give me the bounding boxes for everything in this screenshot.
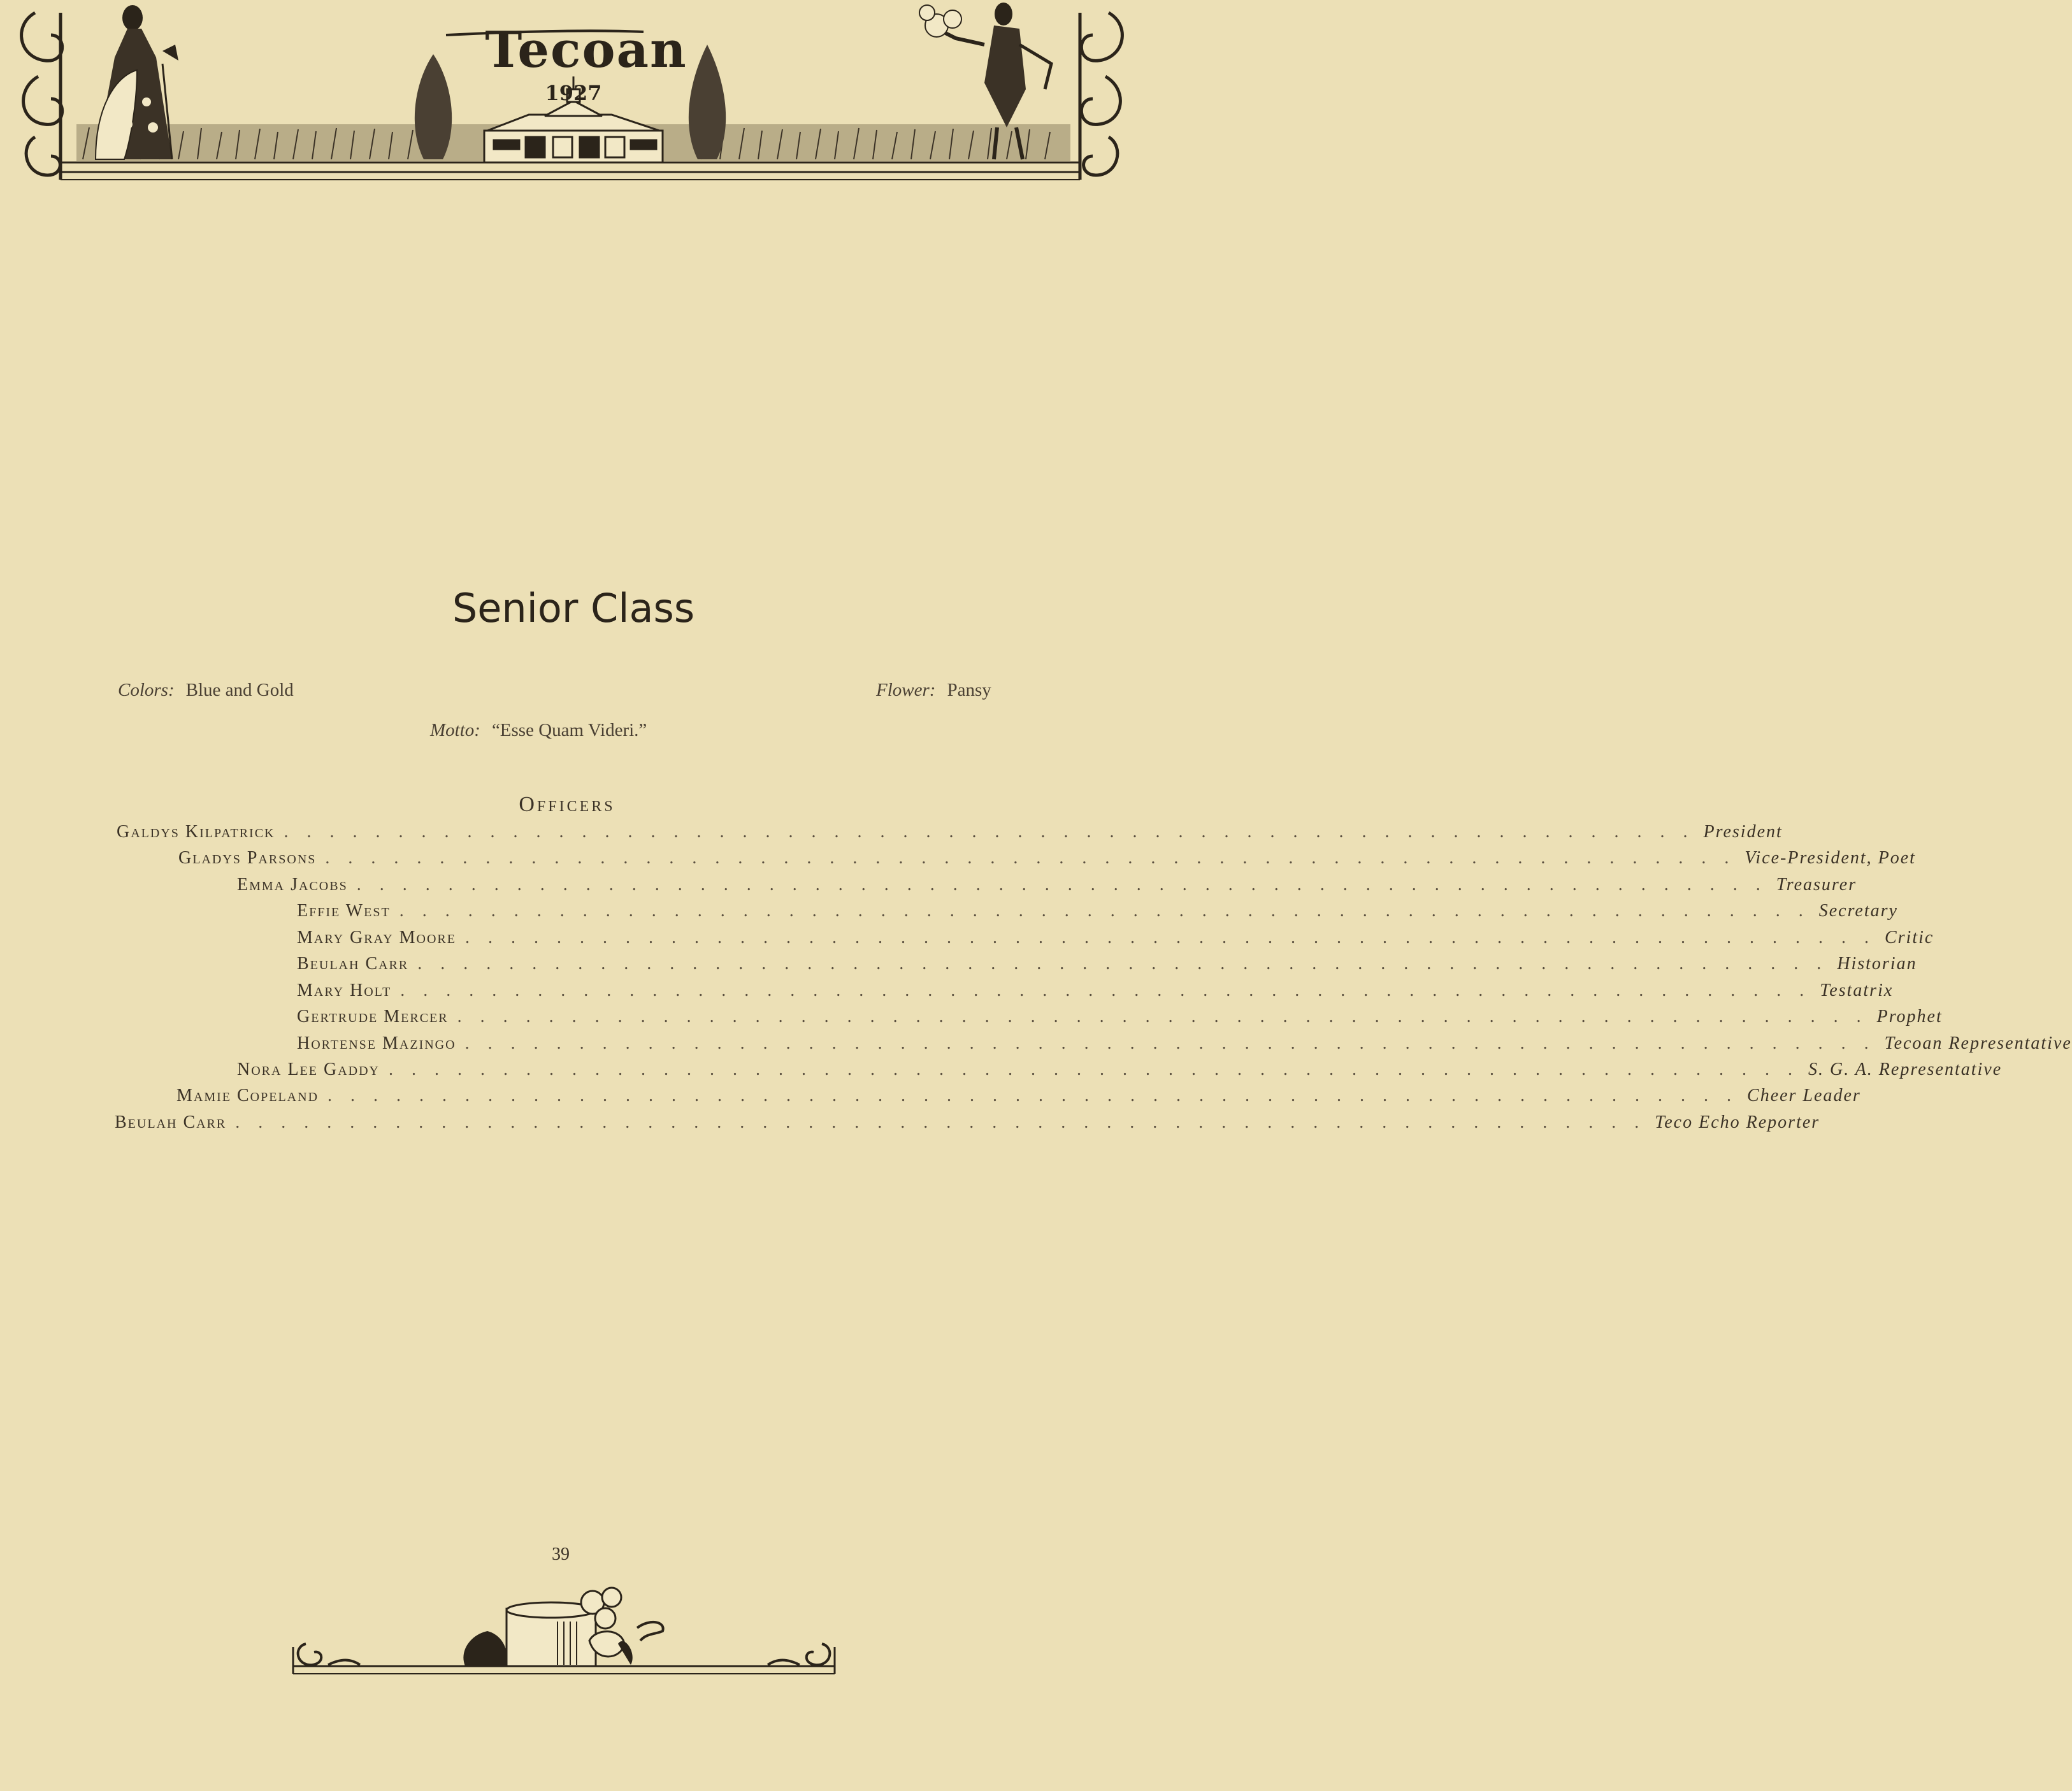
- officer-role: Testatrix: [1820, 981, 1894, 1000]
- officer-role: Teco Echo Reporter: [1655, 1112, 1820, 1132]
- officer-role: S. G. A. Representative: [1808, 1060, 2003, 1079]
- motto-label: Motto:: [430, 720, 480, 740]
- leader-dots: . . . . . . . . . . . . . . . . . . . . . . . . . . . . . . . . . . . . . . . . . . . . . . . . . . . . . . . . . . . . . .: [284, 822, 1695, 842]
- officer-name: Gertrude Mercer: [297, 1007, 449, 1026]
- officer-role: President: [1703, 822, 1783, 842]
- right-scroll-ornament: [1080, 13, 1122, 180]
- officer-row: [297, 1004, 1943, 1030]
- officer-role: Historian: [1837, 954, 1917, 974]
- banner-title: Tecoan: [485, 21, 687, 79]
- officers-heading: Officers: [519, 793, 615, 816]
- footer-ornament: [290, 1583, 838, 1679]
- leader-dots: . . . . . . . . . . . . . . . . . . . . . . . . . . . . . . . . . . . . . . . . . . . . . . . . . . . . . . . . . . . . . .: [464, 928, 1876, 947]
- officer-name: Hortense Mazingo: [297, 1033, 456, 1053]
- officer-row: [297, 925, 1934, 951]
- officer-name: Gladys Parsons: [178, 848, 317, 868]
- officer-name: Galdys Kilpatrick: [117, 822, 275, 842]
- officer-name: Beulah Carr: [297, 954, 409, 974]
- officer-role: Treasurer: [1776, 875, 1857, 895]
- officer-role: Secretary: [1818, 901, 1898, 921]
- officer-row: [237, 1057, 2003, 1083]
- officer-role: Vice-President, Poet: [1745, 848, 1916, 868]
- leader-dots: . . . . . . . . . . . . . . . . . . . . . . . . . . . . . . . . . . . . . . . . . . . . . . . . . . . . . . . . . . . . . .: [235, 1112, 1646, 1132]
- flower-label: Flower:: [876, 680, 936, 700]
- colors-value: Blue and Gold: [185, 680, 294, 700]
- officer-name: Mary Holt: [297, 981, 392, 1000]
- officer-row: [117, 819, 1783, 845]
- officer-role: Cheer Leader: [1747, 1086, 1861, 1105]
- leader-dots: . . . . . . . . . . . . . . . . . . . . . . . . . . . . . . . . . . . . . . . . . . . . . . . . . . . . . . . . . . . . . .: [399, 901, 1810, 921]
- officer-name: Effie West: [297, 901, 391, 921]
- leader-dots: . . . . . . . . . . . . . . . . . . . . . . . . . . . . . . . . . . . . . . . . . . . . . . . . . . . . . . . . . . . . . .: [400, 981, 1811, 1000]
- officer-name: Nora Lee Gaddy: [237, 1060, 380, 1079]
- officer-row: [176, 1083, 1861, 1109]
- header-banner: [0, 0, 1274, 191]
- officer-row: [297, 978, 1894, 1003]
- motto-value: “Esse Quam Videri.”: [491, 720, 647, 740]
- banner-year: 1927: [545, 81, 602, 105]
- officer-role: Prophet: [1876, 1007, 1943, 1026]
- leader-dots: . . . . . . . . . . . . . . . . . . . . . . . . . . . . . . . . . . . . . . . . . . . . . . . . . . . . . . . . . . . . . .: [464, 1033, 1876, 1053]
- flower-value: Pansy: [947, 680, 991, 700]
- footer-still-life-illustration: [290, 1583, 838, 1679]
- page-number: 39: [552, 1544, 570, 1564]
- officer-row: [297, 951, 1917, 977]
- lady-figure-left: [96, 5, 178, 159]
- page-title: Senior Class: [452, 585, 695, 631]
- officer-name: Mary Gray Moore: [297, 928, 456, 947]
- leader-dots: . . . . . . . . . . . . . . . . . . . . . . . . . . . . . . . . . . . . . . . . . . . . . . . . . . . . . . . . . . . . . .: [325, 848, 1736, 868]
- officer-row: [178, 845, 1916, 871]
- officer-role: Tecoan Representative: [1884, 1033, 2072, 1053]
- officer-name: Beulah Carr: [115, 1112, 227, 1132]
- leader-dots: . . . . . . . . . . . . . . . . . . . . . . . . . . . . . . . . . . . . . . . . . . . . . . . . . . . . . . . . . . . . . .: [388, 1060, 1799, 1079]
- leader-dots: . . . . . . . . . . . . . . . . . . . . . . . . . . . . . . . . . . . . . . . . . . . . . . . . . . . . . . . . . . . . . .: [417, 954, 1829, 974]
- officer-row: [237, 872, 1857, 898]
- officer-name: Mamie Copeland: [176, 1086, 319, 1105]
- motto-line: [430, 721, 647, 740]
- officer-row: [297, 1031, 2072, 1056]
- colors-line: [118, 681, 294, 700]
- flower-line: [876, 681, 991, 700]
- leader-dots: . . . . . . . . . . . . . . . . . . . . . . . . . . . . . . . . . . . . . . . . . . . . . . . . . . . . . . . . . . . . . .: [457, 1007, 1868, 1026]
- colors-label: Colors:: [118, 680, 175, 700]
- leader-dots: . . . . . . . . . . . . . . . . . . . . . . . . . . . . . . . . . . . . . . . . . . . . . . . . . . . . . . . . . . . . . .: [327, 1086, 1739, 1105]
- officer-row: [297, 898, 1898, 924]
- officer-row: [115, 1110, 1820, 1135]
- officer-name: Emma Jacobs: [237, 875, 348, 895]
- officer-role: Critic: [1884, 928, 1934, 947]
- leader-dots: . . . . . . . . . . . . . . . . . . . . . . . . . . . . . . . . . . . . . . . . . . . . . . . . . . . . . . . . . . . . . .: [356, 875, 1767, 895]
- left-scroll-ornament: [22, 13, 62, 180]
